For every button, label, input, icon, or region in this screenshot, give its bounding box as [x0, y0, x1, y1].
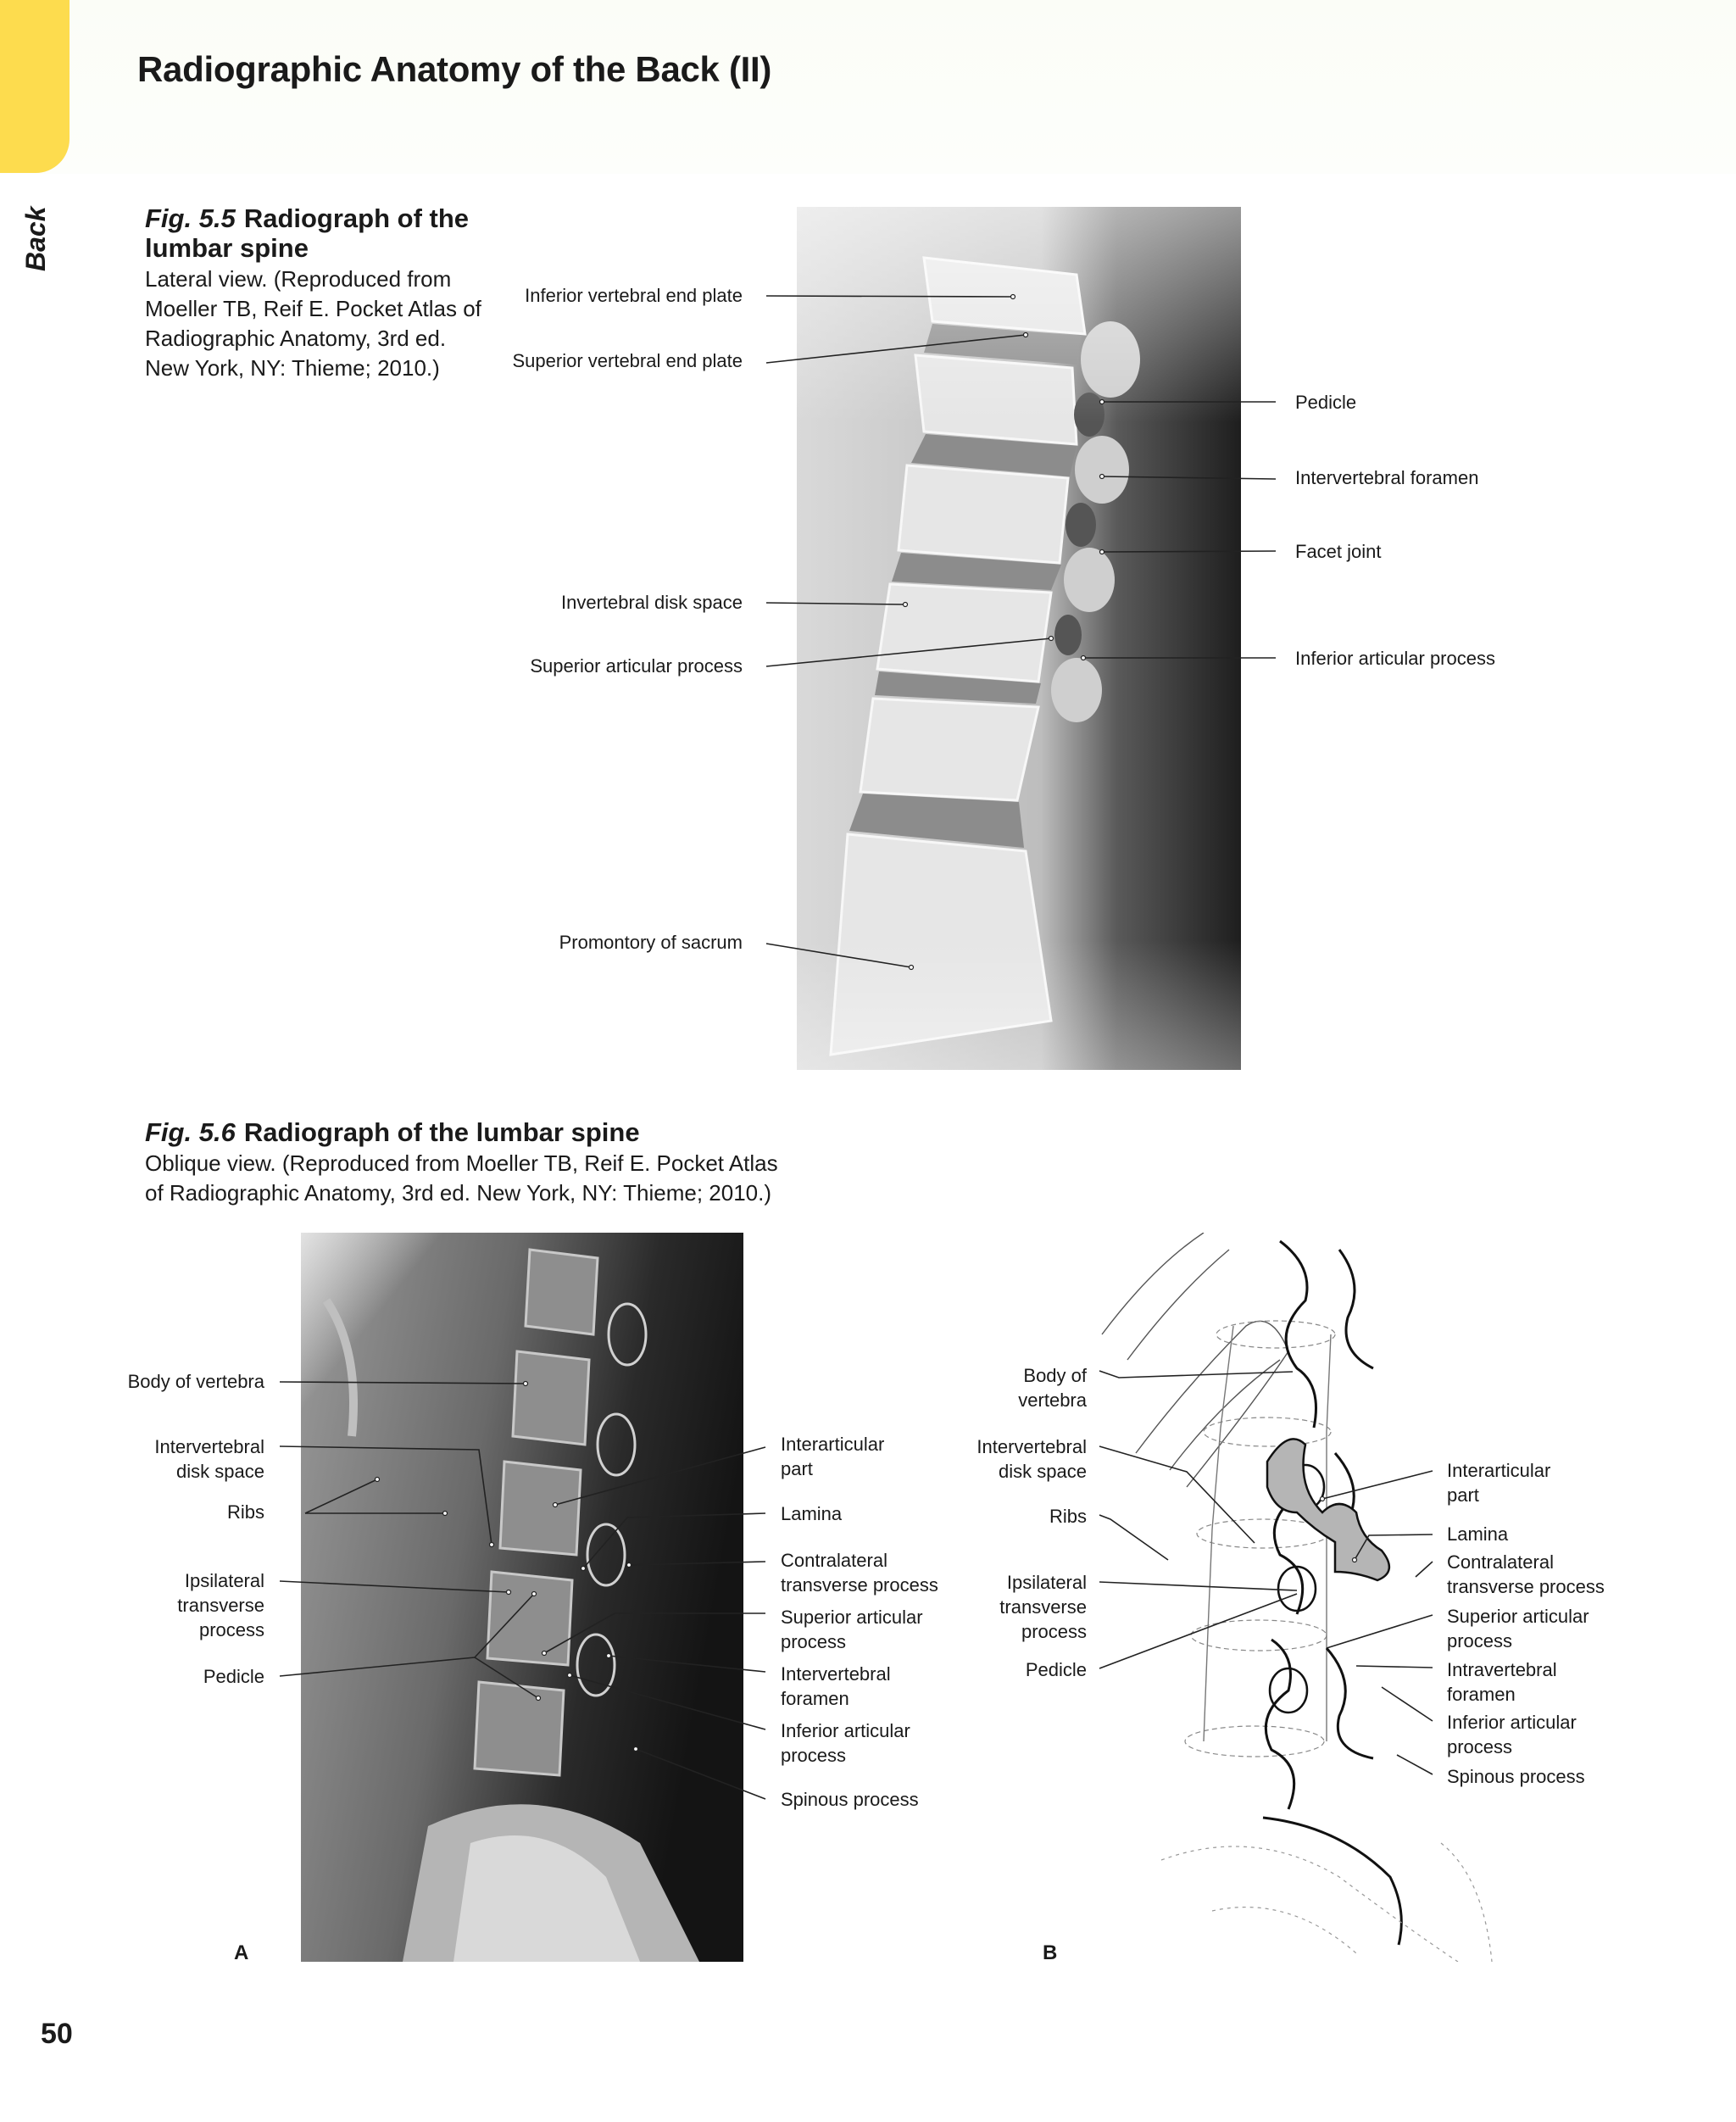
fig56a-label-lamina: Lamina — [781, 1503, 843, 1524]
fig56-title: Radiograph of the lumbar spine — [243, 1117, 640, 1147]
fig55-label-facet-joint: Facet joint — [1295, 541, 1382, 562]
fig56a-label-pedicle: Pedicle — [203, 1666, 264, 1687]
fig55-caption-body: Lateral view. (Reproduced from Moeller TB, Reif E. Pocket Atlas of Radiographic Anatomy, 3rd ed. New York, NY: Thieme; 2010.) — [145, 266, 481, 381]
fig56b-label-ipsilateral-transverse-process: Ipsilateral transverse process — [999, 1572, 1087, 1642]
fig56b-label-lamina: Lamina — [1447, 1523, 1509, 1545]
page-number: 50 — [41, 2018, 73, 2050]
fig56a-label-interarticular-part: Interarticular part — [781, 1434, 885, 1479]
fig56-panel-b-letter: B — [1043, 1941, 1058, 1964]
fig56b-label-contralateral-transverse-process: Contralateral transverse process — [1447, 1551, 1605, 1597]
fig56b-label-body-of-vertebra: Body of vertebra — [1018, 1365, 1087, 1411]
fig55-label-intervertebral-foramen: Intervertebral foramen — [1295, 467, 1479, 488]
fig56a-label-contralateral-transverse-process: Contralateral transverse process — [781, 1550, 938, 1596]
fig56b-label-spinous-process: Spinous process — [1447, 1766, 1585, 1787]
fig56b-label-inferior-articular-process: Inferior articular process — [1447, 1712, 1577, 1757]
fig56b-label-superior-articular-process: Superior articular process — [1447, 1606, 1589, 1651]
fig56b-label-intravertebral-foramen: Intravertebral foramen — [1447, 1659, 1557, 1705]
fig56a-label-spinous-process: Spinous process — [781, 1789, 919, 1810]
fig55-label-inferior-vertebral-end-plate: Inferior vertebral end plate — [525, 285, 743, 306]
fig56b-leaders — [1099, 1371, 1433, 1774]
fig55-label-disk-space: Invertebral disk space — [561, 592, 743, 613]
fig56a-label-ribs: Ribs — [226, 1501, 264, 1523]
fig56a-label-disk-space: Intervertebral disk space — [154, 1436, 264, 1482]
fig56-number: Fig. 5.6 — [145, 1117, 236, 1147]
fig55-label-inferior-articular-process: Inferior articular process — [1295, 648, 1495, 669]
fig56a-label-inferior-articular-process: Inferior articular process — [781, 1720, 910, 1766]
fig56-caption-body: Oblique view. (Reproduced from Moeller TB, Reif E. Pocket Atlas of Radiographic Anatomy, 3rd ed. New York, NY: Thieme; 2010.) — [145, 1150, 778, 1206]
fig56a-label-intervertebral-foramen: Intervertebral foramen — [781, 1663, 891, 1709]
fig56b-label-disk-space: Intervertebral disk space — [976, 1436, 1087, 1482]
fig55-title: Radiograph of the lumbar spine — [145, 203, 470, 263]
fig56b-label-pedicle: Pedicle — [1025, 1659, 1087, 1680]
fig55-label-promontory-of-sacrum: Promontory of sacrum — [559, 932, 743, 953]
fig55-label-pedicle: Pedicle — [1295, 392, 1357, 413]
fig55-leaders — [766, 295, 1276, 970]
page-title: Radiographic Anatomy of the Back (II) — [137, 49, 772, 89]
fig55-label-superior-vertebral-end-plate: Superior vertebral end plate — [512, 350, 743, 371]
fig56b-label-interarticular-part: Interarticular part — [1447, 1460, 1551, 1506]
fig56a-label-body-of-vertebra: Body of vertebra — [127, 1371, 264, 1392]
section-tab: Back — [20, 206, 51, 271]
fig55-number: Fig. 5.5 — [145, 203, 236, 233]
fig56-panel-a-letter: A — [234, 1941, 249, 1964]
fig56a-label-superior-articular-process: Superior articular process — [781, 1607, 923, 1652]
fig56b-label-ribs: Ribs — [1049, 1506, 1087, 1527]
fig56a-label-ipsilateral-transverse-process: Ipsilateral transverse process — [177, 1570, 264, 1640]
fig55-label-superior-articular-process: Superior articular process — [530, 655, 743, 677]
fig56a-leaders — [280, 1382, 765, 1800]
